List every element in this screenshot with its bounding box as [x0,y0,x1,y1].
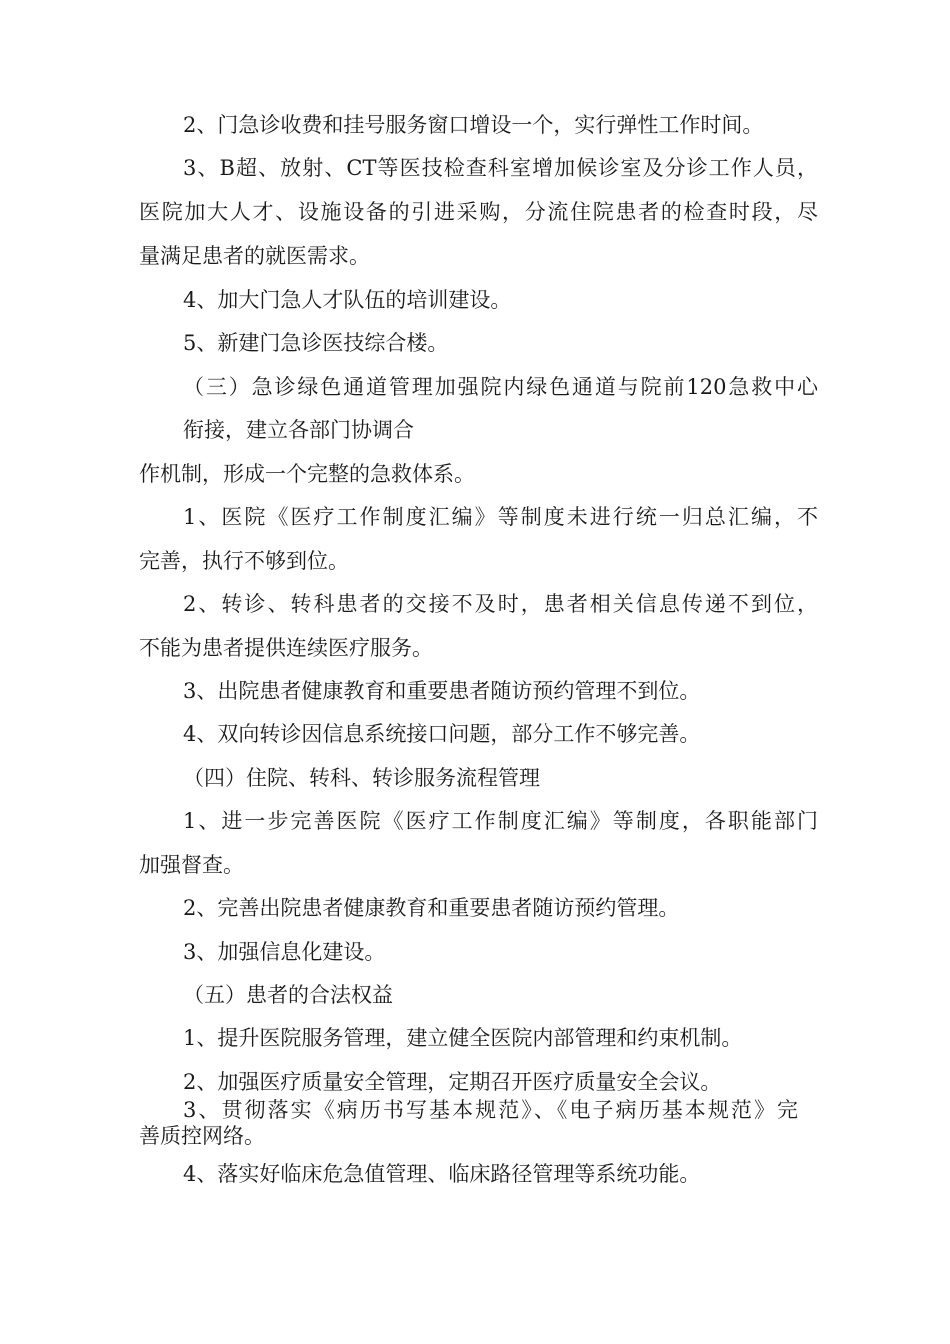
section-heading: （五）患者的合法权益 [183,983,393,1007]
text-line: 1、提升医院服务管理，建立健全医院内部管理和约束机制。 [183,1026,743,1050]
text-line: 4、加大门急人才队伍的培训建设。 [183,288,512,312]
text-line: 善质控网络。 [139,1124,265,1148]
text-line: 5、新建门急诊医技综合楼。 [183,331,449,355]
text-line: 3、加强信息化建设。 [183,940,386,964]
text-line: 3、B超、放射、CT等医技检查科室增加候诊室及分诊工作人员， [183,156,818,180]
text-line: 医院加大人才、设施设备的引进采购，分流住院患者的检查时段，尽 [139,200,818,224]
section-heading: （三）急诊绿色通道管理加强院内绿色通道与院前120急救中心 [183,375,818,399]
text-line: 1、医院《医疗工作制度汇编》等制度未进行统一归总汇编，不 [183,505,818,529]
text-line: 4、落实好临床危急值管理、临床路径管理等系统功能。 [183,1162,701,1186]
section-heading: （四）住院、转科、转诊服务流程管理 [183,766,540,790]
text-line: 不能为患者提供连续医疗服务。 [139,636,433,660]
text-line: 2、转诊、转科患者的交接不及时，患者相关信息传递不到位， [183,592,818,616]
text-line: 2、门急诊收费和挂号服务窗口增设一个，实行弹性工作时间。 [183,113,764,137]
text-line: 完善，执行不够到位。 [139,549,349,573]
text-line: 3、出院患者健康教育和重要患者随访预约管理不到位。 [183,679,701,703]
text-line: 2、加强医疗质量安全管理，定期召开医疗质量安全会议。 [183,1070,722,1094]
text-line: 加强督查。 [139,853,244,877]
text-line: 量满足患者的就医需求。 [139,244,370,268]
text-line: 1、进一步完善医院《医疗工作制度汇编》等制度，各职能部门 [183,809,818,833]
text-line: 作机制，形成一个完整的急救体系。 [139,462,475,486]
text-line: 2、完善出院患者健康教育和重要患者随访预约管理。 [183,896,680,920]
text-line: 4、双向转诊因信息系统接口问题，部分工作不够完善。 [183,722,701,746]
text-line: 3、贯彻落实《病历书写基本规范》、《电子病历基本规范》完 [183,1098,798,1122]
text-line: 衔接，建立各部门协调合 [183,418,414,442]
